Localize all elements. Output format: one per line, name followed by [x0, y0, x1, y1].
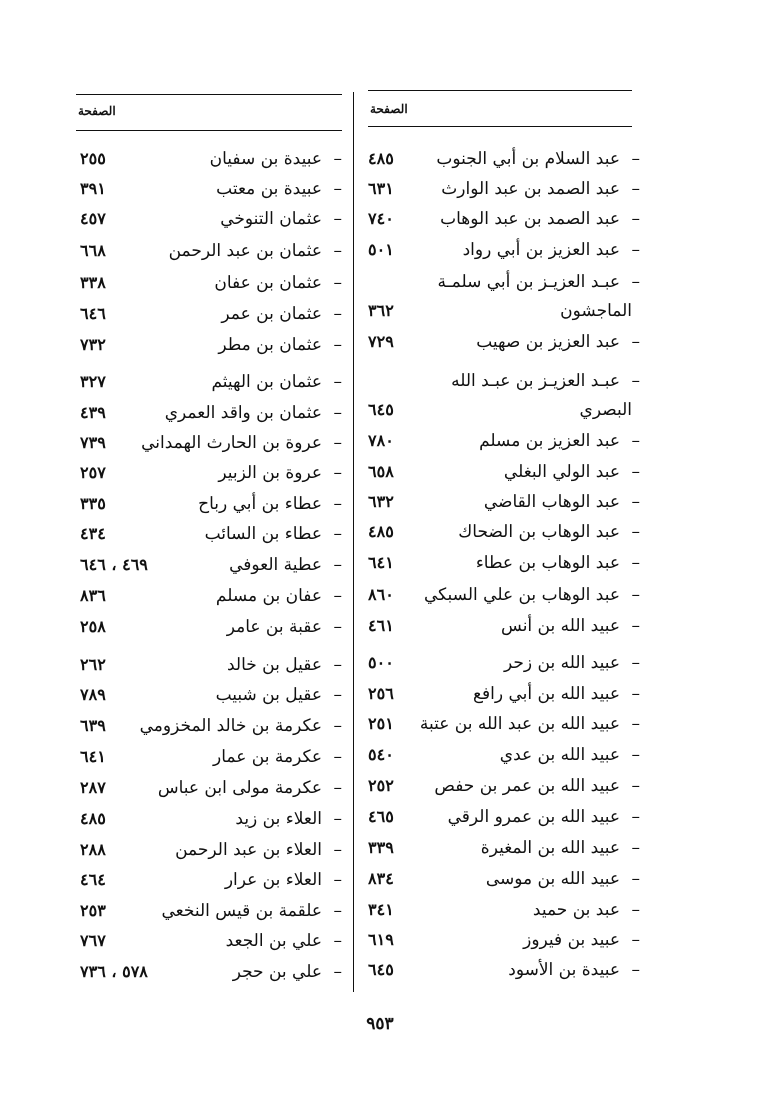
entry-dash: – — [631, 930, 640, 950]
entry-dash: – — [333, 372, 342, 392]
index-entry — [80, 896, 342, 926]
index-entry — [80, 926, 342, 956]
entry-name: عثمان بن واقد العمري — [164, 403, 322, 423]
index-entry — [80, 268, 342, 298]
index-entry — [368, 802, 640, 832]
entry-dash: – — [333, 716, 342, 736]
entry-page-number: ٦١٩ — [368, 930, 394, 949]
entry-page-number: ٤٨٥ — [368, 522, 394, 541]
entry-name: عبيد الله بن عبد الله بن عتبة — [419, 714, 620, 734]
entry-name: عقيل بن شبيب — [215, 685, 322, 705]
entry-name: الماجشون — [560, 301, 632, 321]
entry-dash: – — [333, 901, 342, 921]
index-entry — [368, 833, 640, 863]
index-entry — [368, 517, 640, 547]
entry-page-number: ٦٤٦ — [80, 304, 106, 323]
entry-name: عبد الوهاب بن عطاء — [475, 553, 620, 573]
entry-page-number: ٢٨٨ — [80, 840, 106, 859]
index-entry — [368, 925, 640, 955]
entry-dash: – — [631, 714, 640, 734]
entry-name: عبيدة بن معتب — [216, 179, 322, 199]
entry-page-number: ٢٥٧ — [80, 463, 106, 482]
index-entry — [368, 267, 640, 297]
index-entry — [368, 204, 640, 234]
entry-name: عبد الصمد بن عبد الوهاب — [440, 209, 620, 229]
entry-dash: – — [631, 745, 640, 765]
entry-dash: – — [333, 463, 342, 483]
entry-dash: – — [333, 241, 342, 261]
entry-page-number: ٢٥٢ — [368, 776, 394, 795]
entry-dash: – — [631, 960, 640, 980]
entry-name: عبيد الله بن المغيرة — [480, 838, 620, 858]
entry-name: عبد العزيز بن مسلم — [479, 431, 620, 451]
index-entry — [368, 487, 640, 517]
index-entry — [80, 742, 342, 772]
entry-page-number: ٤٨٥ — [368, 149, 394, 168]
entry-page-number: ٦٣٢ — [368, 492, 394, 511]
entry-page-number: ٢٥٣ — [80, 901, 106, 920]
entry-dash: – — [333, 273, 342, 293]
entry-page-number: ٨٣٤ — [368, 869, 394, 888]
column-divider — [353, 92, 354, 992]
index-entry — [80, 519, 342, 549]
entry-page-number: ٢٦٢ — [80, 655, 106, 674]
entry-page-number: ٨٣٦ — [80, 586, 106, 605]
entry-name: عثمان بن مطر — [218, 335, 322, 355]
entry-name: عثمان التنوخي — [220, 209, 322, 229]
index-entry — [80, 581, 342, 611]
entry-name: عبيد الله بن أنس — [501, 616, 620, 636]
index-entry — [80, 330, 342, 360]
entry-name: عثمان بن عبد الرحمن — [168, 241, 322, 261]
index-entry — [368, 174, 640, 204]
entry-dash: – — [333, 304, 342, 324]
left-column — [80, 0, 342, 1000]
entry-dash: – — [631, 371, 640, 391]
entry-page-number: ٤٦٩ ، ٦٤٦ — [80, 555, 148, 574]
entry-page-number: ٢٥١ — [368, 714, 394, 733]
entry-name: عكرمة مولى ابن عباس — [157, 778, 322, 798]
entry-page-number: ٤٣٤ — [80, 524, 106, 543]
entry-name: عبد السلام بن أبي الجنوب — [436, 149, 620, 169]
entry-dash: – — [333, 403, 342, 423]
entry-page-number: ٧٣٩ — [80, 433, 106, 452]
entry-name: عروة بن الزبير — [218, 463, 322, 483]
entry-page-number: ٣٩١ — [80, 179, 106, 198]
entry-dash: – — [333, 209, 342, 229]
entry-dash: – — [631, 332, 640, 352]
index-entry — [368, 771, 640, 801]
entry-name: علي بن حجر — [232, 962, 322, 982]
index-entry — [368, 955, 640, 985]
index-entry — [368, 709, 640, 739]
entry-name: عقبة بن عامر — [226, 617, 322, 637]
entry-name: عبيد الله بن موسى — [485, 869, 620, 889]
entry-dash: – — [333, 433, 342, 453]
entry-dash: – — [333, 809, 342, 829]
entry-page-number: ٤٨٥ — [80, 809, 106, 828]
entry-name: عروة بن الحارث الهمداني — [141, 433, 322, 453]
entry-page-number: ٣٣٥ — [80, 494, 106, 513]
index-entry — [80, 711, 342, 741]
entry-page-number: ٢٥٨ — [80, 617, 106, 636]
entry-dash: – — [333, 494, 342, 514]
entry-name: عبيد الله بن زحر — [504, 653, 620, 673]
entry-name: عبيدة بن الأسود — [508, 960, 620, 980]
entry-name: عبد الوهاب بن الضحاك — [458, 522, 620, 542]
entry-name: عبيد الله بن عدي — [499, 745, 620, 765]
index-entry — [368, 457, 640, 487]
entry-page-number: ٦٣١ — [368, 179, 394, 198]
entry-name: عقيل بن خالد — [226, 655, 322, 675]
entry-dash: – — [631, 272, 640, 292]
entry-name: عكرمة بن خالد المخزومي — [139, 716, 322, 736]
entry-name: عبد الوهاب بن علي السبكي — [423, 585, 620, 605]
index-entry — [80, 236, 342, 266]
left-column-header: الصفحة — [78, 104, 116, 118]
index-entry — [80, 865, 342, 895]
entry-name: عفان بن مسلم — [215, 586, 322, 606]
entry-page-number: ٦٤٥ — [368, 400, 394, 419]
entry-page-number: ٦٣٩ — [80, 716, 106, 735]
entry-name: عبد الولي البغلي — [503, 462, 620, 482]
entry-page-number: ٦٤٥ — [368, 960, 394, 979]
entry-dash: – — [333, 840, 342, 860]
entry-page-number: ٥٧٨ ، ٧٣٦ — [80, 962, 148, 981]
entry-page-number: ٤٦٤ — [80, 870, 106, 889]
index-entry — [368, 144, 640, 174]
entry-dash: – — [631, 553, 640, 573]
entry-name: عطاء بن أبي رباح — [198, 494, 322, 514]
index-entry — [80, 804, 342, 834]
entry-dash: – — [631, 900, 640, 920]
index-entry — [80, 957, 342, 987]
index-entry — [368, 366, 640, 396]
entry-page-number: ٤٦٥ — [368, 807, 394, 826]
entry-page-number: ٥٠٠ — [368, 653, 394, 672]
index-entry — [368, 895, 640, 925]
entry-page-number: ٤٣٩ — [80, 403, 106, 422]
entry-page-number: ٥٤٠ — [368, 745, 394, 764]
index-entry — [368, 648, 640, 678]
entry-name: البصري — [579, 400, 632, 420]
entry-name: عثمان بن عفان — [214, 273, 322, 293]
index-entry — [368, 548, 640, 578]
entry-dash: – — [333, 179, 342, 199]
index-entry — [80, 773, 342, 803]
entry-page-number: ٧٤٠ — [368, 209, 394, 228]
entry-page-number: ٢٥٦ — [368, 684, 394, 703]
entry-name: عبـد العزيـز بن عبـد الله — [451, 371, 620, 391]
entry-dash: – — [333, 931, 342, 951]
entry-name: عطاء بن السائب — [204, 524, 322, 544]
entry-name: عبـد العزيـز بن أبي سلمـة — [437, 272, 620, 292]
entry-dash: – — [333, 778, 342, 798]
entry-page-number: ٢٨٧ — [80, 778, 106, 797]
entry-name: العلاء بن عرار — [224, 870, 322, 890]
entry-page-number: ٣٢٧ — [80, 372, 106, 391]
entry-page-number: ٧٨٩ — [80, 685, 106, 704]
index-entry — [80, 458, 342, 488]
entry-name: عبد بن حميد — [532, 900, 620, 920]
entry-name: عبد الوهاب القاضي — [483, 492, 620, 512]
index-entry — [368, 327, 640, 357]
entry-dash: – — [631, 522, 640, 542]
entry-page-number: ٥٠١ — [368, 240, 394, 259]
index-entry — [368, 235, 640, 265]
entry-page-number: ٨٦٠ — [368, 585, 394, 604]
index-entry — [80, 398, 342, 428]
entry-dash: – — [631, 684, 640, 704]
index-entry — [80, 144, 342, 174]
entry-dash: – — [333, 962, 342, 982]
entry-page-number: ٦٥٨ — [368, 462, 394, 481]
index-entry — [80, 204, 342, 234]
index-entry — [80, 650, 342, 680]
index-entry — [80, 835, 342, 865]
right-column-header: الصفحة — [370, 102, 408, 116]
page-number: ٩٥٣ — [366, 1014, 394, 1034]
index-entry — [80, 680, 342, 710]
entry-name: عبيد بن فيروز — [523, 930, 620, 950]
entry-name: عبيد الله بن عمر بن حفص — [434, 776, 620, 796]
entry-dash: – — [631, 616, 640, 636]
entry-name: عكرمة بن عمار — [213, 747, 322, 767]
entry-dash: – — [333, 870, 342, 890]
entry-name: علقمة بن قيس النخعي — [161, 901, 322, 921]
index-entry — [368, 611, 640, 641]
entry-page-number: ٦٤١ — [368, 553, 394, 572]
entry-dash: – — [631, 149, 640, 169]
entry-page-number: ٧٦٧ — [80, 931, 106, 950]
entry-name: عبيدة بن سفيان — [209, 149, 322, 169]
entry-page-number: ٣٣٨ — [80, 273, 106, 292]
index-entry — [368, 426, 640, 456]
entry-dash: – — [333, 149, 342, 169]
entry-name: العلاء بن زيد — [235, 809, 322, 829]
entry-name: عبد العزيز بن أبي رواد — [462, 240, 620, 260]
entry-name: علي بن الجعد — [225, 931, 322, 951]
index-entry — [80, 489, 342, 519]
entry-dash: – — [333, 555, 342, 575]
index-entry — [368, 864, 640, 894]
entry-dash: – — [333, 617, 342, 637]
entry-dash: – — [631, 653, 640, 673]
entry-page-number: ٣٣٩ — [368, 838, 394, 857]
entry-page-number: ٤٥٧ — [80, 209, 106, 228]
entry-dash: – — [333, 335, 342, 355]
index-entry — [80, 612, 342, 642]
entry-dash: – — [631, 776, 640, 796]
entry-page-number: ٣٦٢ — [368, 301, 394, 320]
entry-name: عطية العوفي — [229, 555, 322, 575]
index-entry — [80, 428, 342, 458]
right-column — [368, 0, 640, 1000]
entry-dash: – — [333, 685, 342, 705]
entry-name: عبد الصمد بن عبد الوارث — [441, 179, 620, 199]
entry-dash: – — [631, 838, 640, 858]
index-entry — [368, 740, 640, 770]
index-entry — [80, 299, 342, 329]
entry-dash: – — [631, 240, 640, 260]
index-entry — [368, 679, 640, 709]
entry-name: عثمان بن الهيثم — [211, 372, 322, 392]
entry-dash: – — [631, 179, 640, 199]
entry-dash: – — [631, 431, 640, 451]
entry-dash: – — [631, 869, 640, 889]
entry-name: العلاء بن عبد الرحمن — [175, 840, 322, 860]
entry-dash: – — [333, 524, 342, 544]
entry-page-number: ٦٤١ — [80, 747, 106, 766]
entry-dash: – — [631, 492, 640, 512]
index-entry — [368, 296, 640, 326]
entry-page-number: ٦٦٨ — [80, 241, 106, 260]
entry-name: عثمان بن عمر — [221, 304, 322, 324]
index-entry — [368, 580, 640, 610]
entry-dash: – — [631, 462, 640, 482]
entry-page-number: ٤٦١ — [368, 616, 394, 635]
entry-page-number: ٧٣٢ — [80, 335, 106, 354]
entry-name: عبيد الله بن عمرو الرقي — [447, 807, 620, 827]
index-entry — [80, 367, 342, 397]
entry-page-number: ٣٤١ — [368, 900, 394, 919]
index-entry — [368, 395, 640, 425]
entry-dash: – — [333, 586, 342, 606]
entry-dash: – — [333, 655, 342, 675]
index-entry — [80, 174, 342, 204]
entry-dash: – — [333, 747, 342, 767]
index-entry — [80, 550, 342, 580]
entry-page-number: ٧٨٠ — [368, 431, 394, 450]
entry-dash: – — [631, 807, 640, 827]
entry-name: عبد العزيز بن صهيب — [476, 332, 620, 352]
entry-dash: – — [631, 585, 640, 605]
entry-page-number: ٧٢٩ — [368, 332, 394, 351]
entry-page-number: ٢٥٥ — [80, 149, 106, 168]
entry-dash: – — [631, 209, 640, 229]
entry-name: عبيد الله بن أبي رافع — [473, 684, 620, 704]
